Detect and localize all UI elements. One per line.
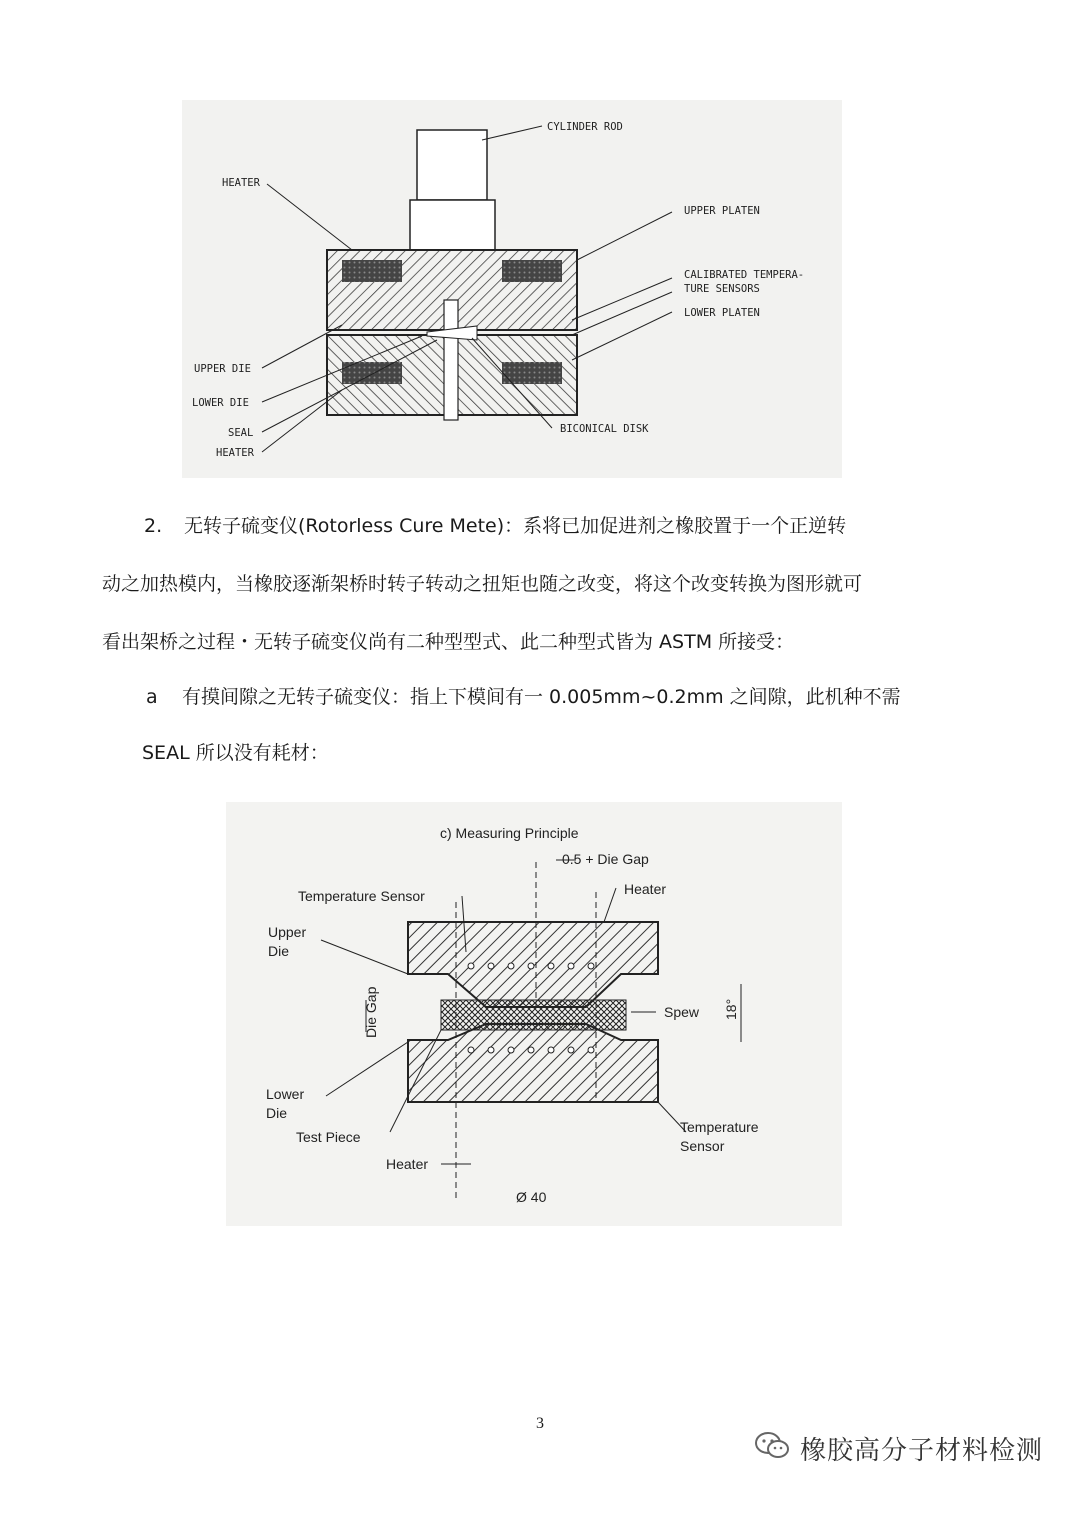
figure1-drawing (182, 100, 842, 478)
item-a-line-1 (146, 668, 982, 726)
label-die-gap: Die Gap (363, 986, 379, 1038)
section-2-line-2: 动之加热模内，当橡胶逐渐架桥时转子转动之扭矩也随之改变，将这个改变转换为图形就可 (102, 573, 863, 595)
label-title: c) Measuring Principle (440, 825, 579, 841)
label-die-2: Die (266, 1105, 288, 1121)
label-heater-2: HEATER (216, 447, 254, 459)
label-heater: Heater (624, 881, 667, 897)
heater-right-upper (502, 260, 562, 282)
heater-right-lower (502, 362, 562, 384)
label-angle: 18° (723, 998, 739, 1020)
section-2-line-1 (102, 497, 982, 555)
label-temperature-sensor: Temperature Sensor (298, 888, 425, 904)
label-die-gap-top: 0.5 + Die Gap (562, 851, 649, 867)
page-number: 3 (536, 1415, 544, 1432)
label-lower-platen: LOWER PLATEN (684, 307, 760, 319)
label-sensor: Sensor (680, 1138, 725, 1154)
item-a-line-1-text: 有摸间隙之无转子硫变仪：指上下模间有一 0.005mm~0.2mm 之间隙，此机种不需 (182, 686, 901, 708)
figure2-drawing (226, 802, 842, 1226)
label-diameter: Ø 40 (516, 1189, 547, 1205)
heater-left-upper (342, 260, 402, 282)
label-seal: SEAL (228, 427, 254, 439)
label-die: Die (268, 943, 290, 959)
label-calibrated-1: CALIBRATED TEMPERA- (684, 269, 805, 281)
label-temperature: Temperature (680, 1119, 759, 1135)
wechat-account-name: 橡胶高分子材料检测 (800, 1435, 1044, 1466)
label-upper: Upper (268, 924, 307, 940)
label-calibrated-2: TURE SENSORS (684, 283, 760, 295)
label-cylinder-rod: CYLINDER ROD (547, 121, 623, 133)
test-piece (441, 1000, 626, 1030)
cylinder-rod (417, 130, 487, 200)
item-a-line-2: SEAL 所以没有耗材： (142, 742, 329, 764)
label-test-piece: Test Piece (296, 1129, 361, 1145)
shaft (444, 300, 458, 420)
section-2-line-3: 看出架桥之过程・无转子硫变仪尚有二种型型式、此二种型式皆为 ASTM 所接受： (102, 631, 795, 653)
wechat-account-watermark (754, 1428, 1043, 1468)
lower-die (408, 1024, 658, 1102)
label-lower-die: LOWER DIE (192, 397, 249, 409)
label-heater: HEATER (222, 177, 260, 189)
section-2-number: 2. (144, 515, 163, 537)
figure-measuring-principle (226, 802, 842, 1226)
label-biconical-disk: BICONICAL DISK (560, 423, 649, 435)
cylinder-body (410, 200, 495, 250)
wechat-icon (754, 1431, 790, 1465)
label-upper-platen: UPPER PLATEN (684, 205, 760, 217)
label-upper-die: UPPER DIE (194, 363, 251, 375)
label-heater-2: Heater (386, 1156, 429, 1172)
label-spew: Spew (664, 1004, 700, 1020)
item-a-marker: a (146, 686, 158, 708)
label-lower: Lower (266, 1086, 305, 1102)
section-2-line-1-text: 无转子硫变仪(Rotorless Cure Mete)：系将已加促进剂之橡胶置于一个正逆转 (184, 515, 847, 537)
figure-rheometer-cross-section (182, 100, 842, 478)
